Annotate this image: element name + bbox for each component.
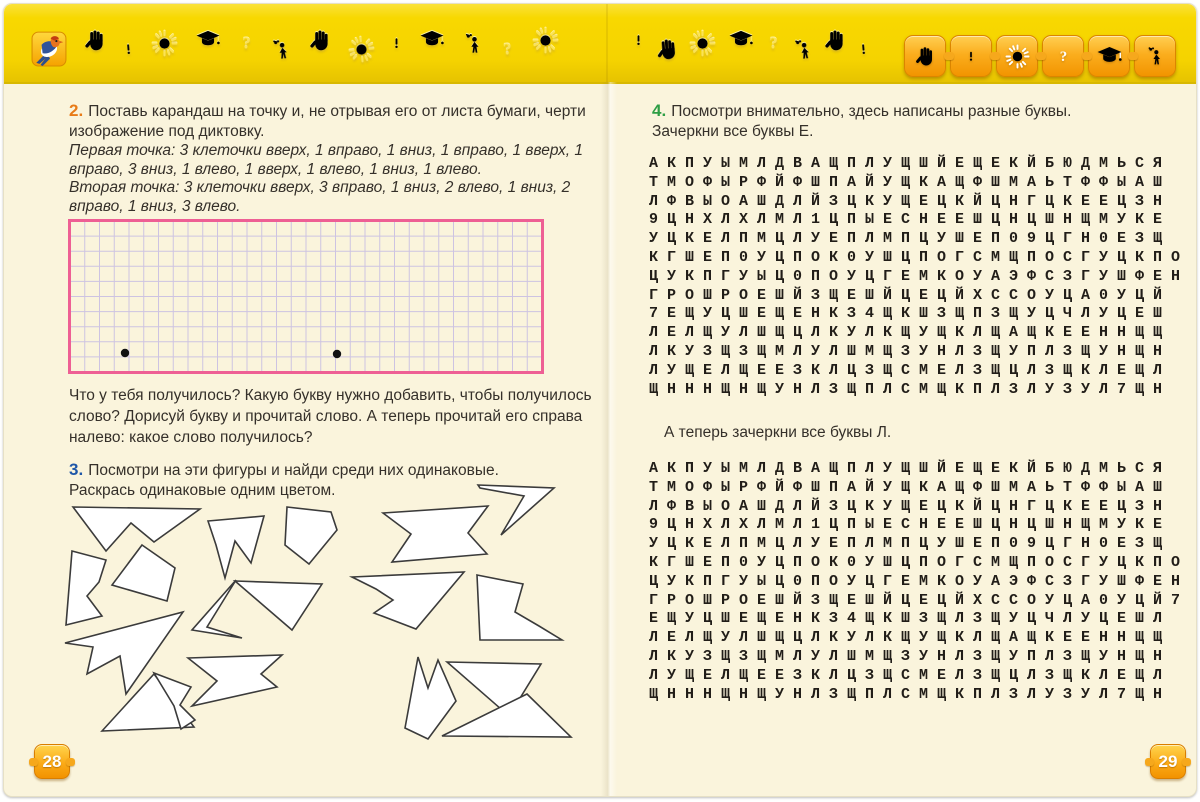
banner-button-person[interactable] bbox=[1134, 35, 1176, 77]
figure-polygon[interactable] bbox=[478, 485, 554, 535]
banner-button-exclamation[interactable] bbox=[950, 35, 992, 77]
svg-text:?: ? bbox=[242, 33, 251, 53]
letter-row[interactable]: ЛФВЫОАШДЛЙЗЦКУЩЕЦКЙЦНГЦКЕЕЦЗН bbox=[649, 192, 1172, 210]
page-number-left: 28 bbox=[42, 751, 62, 771]
banner-button-graduation-cap[interactable] bbox=[1088, 35, 1130, 77]
letter-row[interactable]: КГШЕП0УЦПОК0УШЦПОГСМЩПОСГУЦКПО bbox=[649, 248, 1190, 266]
letter-row[interactable]: УЦКЕЛПМЦЛУЕПЛМПЦУШЕП09ЦГН0ЕЗЩ bbox=[649, 535, 1172, 553]
letter-row[interactable]: ЕЩУЦШЕЩЕНКЗ4ЩКШЗЩЛЗЩУЦЧЛУЦЕШЛ bbox=[649, 610, 1172, 628]
letter-row[interactable]: ТМОФЫРФЙФШПАЙУЩКАЩФШМАЬТФФЫАШ bbox=[649, 478, 1172, 496]
hand-icon bbox=[913, 44, 937, 68]
letter-row[interactable]: ЛУЩЕЛЩЕЕЗКЛЦЗЩСМЕЛЗЩЦЛЗЩКЛЕЩЛ bbox=[649, 361, 1172, 379]
task4-line2: Зачеркни все буквы Е. bbox=[652, 123, 814, 140]
exclamation-icon bbox=[856, 35, 871, 63]
figure-polygon[interactable] bbox=[352, 572, 464, 629]
letter-row[interactable]: УЦКЕЛПМЦЛУЕПЛМПЦУШЕП09ЦГН0ЕЗЩ bbox=[649, 230, 1172, 248]
question-icon bbox=[1055, 44, 1072, 69]
graduation-cap-icon bbox=[1096, 43, 1123, 70]
hand-icon bbox=[822, 27, 848, 53]
letter-row[interactable]: ГРОШРОЕШЙЗЩЕШЙЦЕЦЙХССОУЦА0УЦЙ bbox=[649, 286, 1172, 304]
letter-row[interactable]: КГШЕП0УЦПОК0УШЦПОГСМЩПОСГУЦКПО bbox=[649, 553, 1190, 571]
hand-icon bbox=[652, 35, 680, 63]
letter-row[interactable]: 9ЦНХЛХЛМЛ1ЦПЫЕСНЕЕШЦНЦШНЩМУКЕ bbox=[649, 516, 1172, 534]
letter-grid-2 bbox=[649, 460, 1190, 704]
figure-polygon[interactable] bbox=[383, 506, 488, 562]
letter-row[interactable]: АКПУЫМЛДВАЩПЛУЩШЙЕЩЕКЙБЮДМЬСЯ bbox=[649, 460, 1172, 477]
page-number-badge-right[interactable] bbox=[1150, 744, 1186, 779]
figure-polygon[interactable] bbox=[208, 516, 264, 578]
letter-row[interactable]: ТМОФЫРФЙФШПАЙУЩКАЩФШМАЬТФФЫАШ bbox=[649, 173, 1172, 191]
book-spine bbox=[601, 82, 617, 796]
page-number-badge-left[interactable] bbox=[34, 744, 70, 779]
letter-row[interactable]: АКПУЫМЛДВАЩПЛУЩШЙЕЩЕКЙБЮДМЬСЯ bbox=[649, 155, 1172, 172]
banner-icons-right bbox=[632, 4, 870, 82]
svg-text:?: ? bbox=[1059, 48, 1067, 65]
svg-text:?: ? bbox=[502, 38, 513, 59]
figure-polygon[interactable] bbox=[235, 581, 322, 630]
graduation-cap-icon bbox=[726, 27, 756, 53]
task2-question: Что у тебя получилось? Какую букву нужно добавить, чтобы получилось слово? Дорисуй букву и прочитай слово. А теперь прочитай его справа налево: какое слово получилось? bbox=[69, 387, 592, 446]
letter-row[interactable]: 9ЦНХЛХЛМЛ1ЦПЫЕСНЕЕШЦНЦШНЩМУКЕ bbox=[649, 211, 1172, 229]
banner-button-sun[interactable] bbox=[996, 35, 1038, 77]
figure-polygon[interactable] bbox=[285, 507, 337, 564]
sun-icon bbox=[688, 29, 717, 58]
figure-polygon[interactable] bbox=[188, 655, 282, 706]
task2-instruction: Поставь карандаш на точку и, не отрывая его от листа бумаги, черти изображение под диктовку. bbox=[69, 103, 586, 140]
figure-polygon[interactable] bbox=[405, 657, 456, 739]
figure-polygon[interactable] bbox=[477, 575, 562, 640]
figure-polygon[interactable] bbox=[192, 580, 242, 638]
exclamation-icon bbox=[965, 44, 977, 69]
letter-row[interactable]: ЛКУЗЩЗЩМЛУЛШМЩЗУНЛЗЩУПЛЗЩУНЩН bbox=[649, 647, 1172, 665]
letter-row[interactable]: ЩНННЩНЩУНЛЗЩПЛСМЩКПЛЗЛУЗУЛ7ЩН bbox=[649, 380, 1172, 398]
banner-button-question[interactable] bbox=[1042, 35, 1084, 77]
task2-second-point: Вторая точка: 3 клеточки вверх, 3 вправо, 1 вниз, 2 влево, 1 вниз, 2 вправо, 1 вниз, 3 влево. bbox=[69, 179, 571, 215]
letter-row[interactable]: ГРОШРОЕШЙЗЩЕШЙЦЕЦЙХССОУЦА0УЦЙ7 bbox=[649, 591, 1190, 609]
task2-first-point: Первая точка: 3 клеточки вверх, 1 вправо, 1 вниз, 1 вправо, 1 вверх, 1 вправо, 3 вниз, 1 влево, 1 вверх, 1 влево, 1 вниз, 1 влево. bbox=[69, 142, 583, 178]
question-icon bbox=[764, 30, 783, 57]
task4-number: 4. bbox=[652, 101, 667, 120]
letter-row[interactable]: ЛФВЫОАШДЛЙЗЦКУЩЕЦКЙЦНГЦКЕЕЦЗН bbox=[649, 497, 1172, 515]
figure-polygon[interactable] bbox=[112, 545, 175, 601]
person-icon bbox=[1145, 43, 1165, 69]
page-number-right: 29 bbox=[1158, 751, 1178, 771]
svg-text:?: ? bbox=[769, 33, 778, 53]
task4-text bbox=[652, 101, 1174, 142]
figure-polygon[interactable] bbox=[66, 551, 106, 625]
banner-seam bbox=[606, 4, 608, 82]
banner-button-hand[interactable] bbox=[904, 35, 946, 77]
letter-row[interactable]: ЦУКПГУЫЦ0ПОУЦГЕМКОУАЭФСЗГУШФЕН bbox=[649, 267, 1190, 285]
letter-row[interactable]: ЛЕЛЩУЛШЩЦЛКУЛКЩУЩКЛЩАЩКЕЕННЩЩ bbox=[649, 324, 1172, 342]
shapes-canvas bbox=[4, 4, 604, 797]
task4-line1: Посмотри внимательно, здесь написаны разные буквы. bbox=[671, 103, 1072, 120]
task2-number: 2. bbox=[69, 101, 84, 120]
task3-number: 3. bbox=[69, 460, 84, 479]
letter-row[interactable]: ЦУКПГУЫЦ0ПОУЦГЕМКОУАЭФСЗГУШФЕН bbox=[649, 572, 1190, 590]
figure-polygon[interactable] bbox=[73, 507, 200, 551]
letter-row[interactable]: ЛУЩЕЛЩЕЕЗКЛЦЗЩСМЕЛЗЩЦЛЗЩКЛЕЩЛ bbox=[649, 666, 1172, 684]
task4-middle-note: А теперь зачеркни все буквы Л. bbox=[664, 424, 892, 441]
sun-icon bbox=[1004, 43, 1031, 70]
letter-row[interactable]: ЛЕЛЩУЛШЩЦЛКУЛКЩУЩКЛЩАЩКЕЕННЩЩ bbox=[649, 629, 1172, 647]
exclamation-icon bbox=[632, 27, 645, 54]
banner-button-strip bbox=[904, 35, 1176, 77]
task3-line1: Посмотри на эти фигуры и найди среди них одинаковые. bbox=[88, 462, 499, 479]
task3-line2: Раскрась одинаковые одним цветом. bbox=[69, 482, 336, 499]
letter-row[interactable]: 7ЕЩУЦШЕЩЕНКЗ4ЩКШЗЩПЗЩУЦЧЛУЦЕШ bbox=[649, 305, 1172, 323]
person-icon bbox=[791, 34, 815, 65]
letter-grid-1 bbox=[649, 155, 1190, 399]
letter-row[interactable]: ЩНННЩНЩУНЛЗЩПЛСМЩКПЛЗЛУЗУЛ7ЩН bbox=[649, 685, 1172, 703]
workbook-spread bbox=[3, 3, 1197, 797]
letter-row[interactable]: ЛКУЗЩЗЩМЛУЛШМЩЗУНЛЗЩУПЛЗЩУНЩН bbox=[649, 342, 1172, 360]
